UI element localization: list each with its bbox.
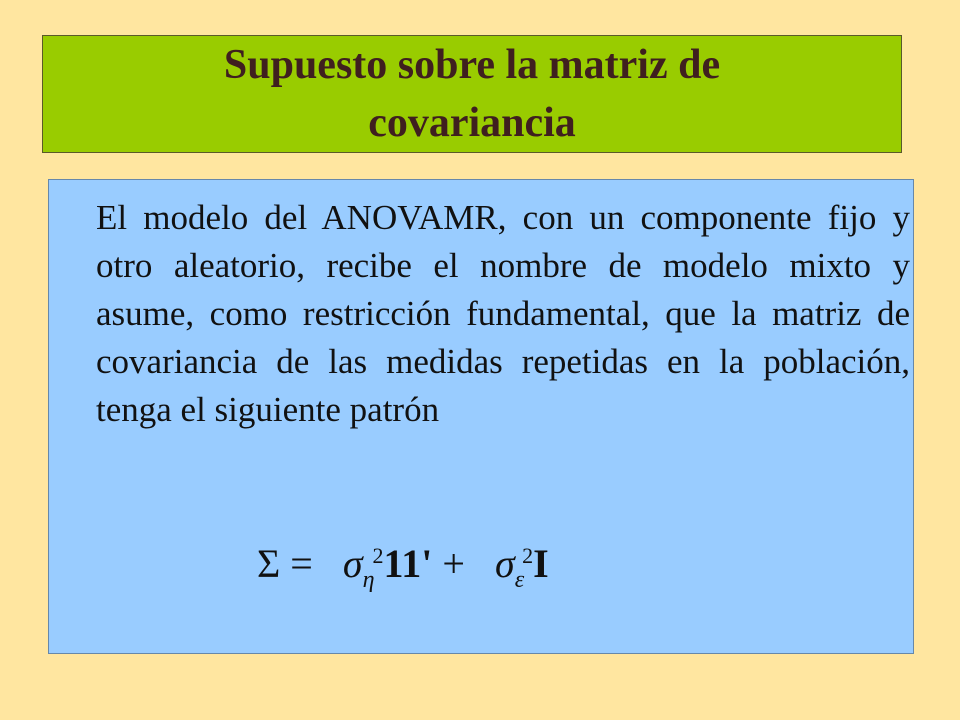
formula-sup-1: 2 <box>372 543 384 568</box>
formula-plus: + <box>442 541 465 586</box>
formula-sigma-eta: σ <box>342 541 363 586</box>
formula-equals: = <box>290 541 313 586</box>
slide-title-box <box>42 35 902 153</box>
formula-sigma-epsilon: σ <box>494 541 515 586</box>
formula-sup-2: 2 <box>522 543 534 568</box>
formula-sub-eta: η <box>362 567 375 593</box>
formula-ones-term: 11' <box>383 541 433 586</box>
covariance-formula <box>257 532 549 604</box>
formula-sub-epsilon: ε <box>514 567 525 593</box>
slide-content-box <box>48 179 914 654</box>
formula-identity-term: I <box>533 541 549 586</box>
slide-paragraph: El modelo del ANOVAMR, con un componente fijo y otro aleatorio, recibe el nombre de modelo mixto y asume, como restricción fundamental, que la matriz de covariancia de las medidas repetidas en la población, tenga el siguiente patrón <box>96 198 910 429</box>
slide-title: Supuesto sobre la matriz de covariancia <box>223 42 721 146</box>
formula-capital-sigma: Σ <box>257 541 281 586</box>
